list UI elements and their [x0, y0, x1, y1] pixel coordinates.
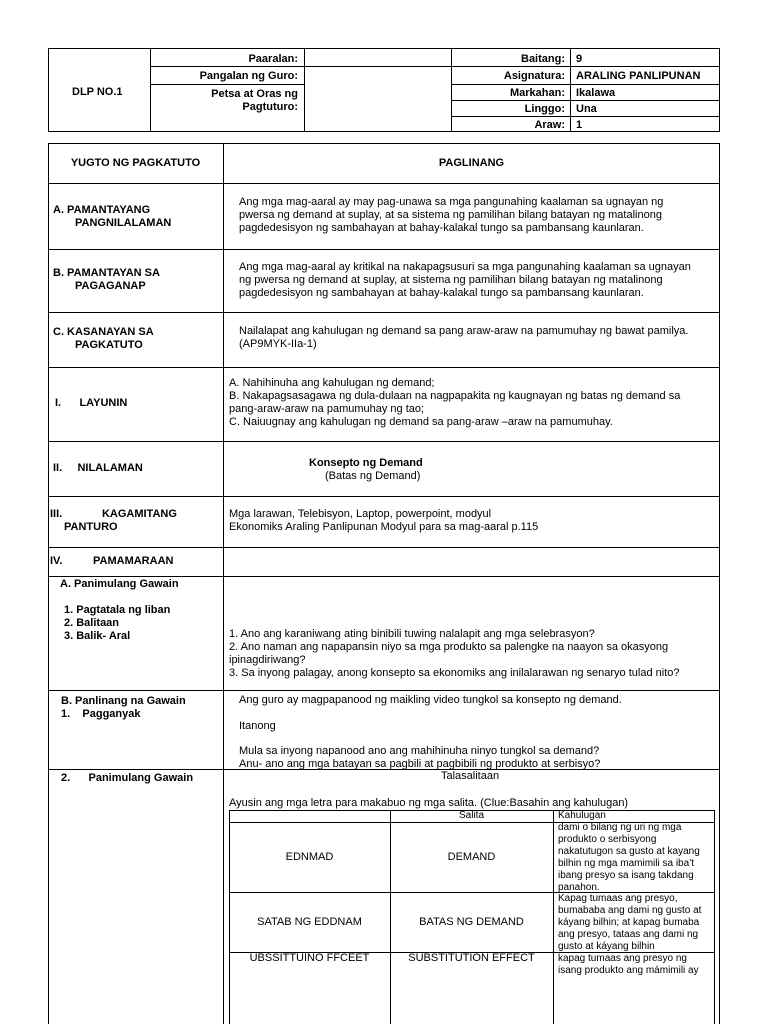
baitang-value: 9	[576, 53, 583, 65]
pamamaraan-label: IV. PAMAMARAAN	[50, 555, 174, 567]
panlinang-label: B. Panlinang na Gawain 1. Pagganyak	[61, 695, 186, 720]
dlp-number: DLP NO.1	[72, 86, 123, 98]
panimulang-list: 1. Pagtatala ng liban 2. Balitaan 3. Balik- Aral	[64, 604, 171, 642]
panimulang-label: A. Panimulang Gawain	[60, 578, 179, 590]
layunin-text: A. Nahihinuha ang kahulugan ng demand; B. Nakapagsasagawa ng dula-dulaan na nagpapakita ng kaugnayan ng batas ng demand sa pang-araw-araw na pamumuhay ng tao; C. Naiuugnay ang kahulugan ng demand sa pang-araw –araw na pamumuhay.	[229, 377, 681, 428]
pg2-label: 2. Panimulang Gawain	[61, 772, 194, 784]
nilalaman-sub: (Batas ng Demand)	[325, 470, 421, 482]
petsa-label-2: Pagtuturo:	[242, 101, 298, 113]
asignatura-label: Asignatura:	[503, 70, 565, 82]
vocab-scrambled-1: EDNMAD	[285, 851, 334, 863]
linggo-label: Linggo:	[524, 103, 565, 115]
vocab-word-3: SUBSTITUTION EFFECT	[408, 952, 535, 964]
b-label: B. PAMANTAYAN SA PAGAGANAP	[53, 267, 160, 292]
b-text: Ang mga mag-aaral ay kritikal na nakapagsusuri sa mga pangunahing kaalaman sa ugnayan ng pwersa ng demand at suplay, at sistema ng pamilihan bilang batayan ng matalinong pagdedesisyon ng sambahayan at bahay-kalakal tungo sa pambansang kaunlaran.	[239, 261, 691, 299]
baitang-label: Baitang:	[521, 53, 565, 65]
c-label: C. KASANAYAN SA PAGKATUTO	[53, 326, 154, 351]
vocab-scrambled-2: SATAB NG EDDNAM	[257, 916, 362, 928]
vocab-meaning-2: Kapag tumaas ang presyo, bumababa ang dami ng gusto at káyang bilhin; at kapag bumaba ang presyo, tataas ang dami ng gusto at káyang bilhin	[558, 893, 702, 952]
talasalitaan-title: Talasalitaan	[441, 770, 500, 782]
asignatura-value: ARALING PANLIPUNAN	[576, 70, 701, 82]
pagganyak-text-2: Itanong	[239, 720, 276, 732]
vocab-word-1: DEMAND	[447, 851, 496, 863]
vocab-col-salita: Salita	[458, 810, 484, 821]
paaralan-label: Paaralan:	[248, 53, 298, 65]
col-header-yugto: YUGTO NG PAGKATUTO	[70, 157, 201, 169]
araw-label: Araw:	[534, 119, 565, 131]
kagamitan-text: Mga larawan, Telebisyon, Laptop, powerpoint, modyul Ekonomiks Araling Panlipunan Modyul para sa mag-aaral p.115	[229, 508, 539, 533]
col-header-paglinang: PAGLINANG	[438, 157, 505, 169]
petsa-label-1: Petsa at Oras ng	[211, 88, 298, 100]
header-table	[48, 48, 720, 132]
c-text: Nailalapat ang kahulugan ng demand sa pang araw-araw na pamumuhay ng bawat pamilya. (AP9MYK-IIa-1)	[239, 325, 689, 350]
guro-label: Pangalan ng Guro:	[199, 70, 298, 82]
linggo-value: Una	[576, 103, 597, 115]
vocab-col-kahulugan: Kahulugan	[558, 810, 606, 821]
layunin-label: I. LAYUNIN	[55, 397, 128, 409]
nilalaman-title: Konsepto ng Demand	[309, 457, 423, 469]
nilalaman-label: II. NILALAMAN	[53, 462, 143, 474]
vocab-meaning-3: kapag tumaas ang presyo ng isang produkto ang mámimili ay	[558, 953, 699, 976]
ayusin-instruction: Ayusin ang mga letra para makabuo ng mga salita. (Clue:Basahin ang kahulugan)	[229, 797, 629, 809]
vocab-scrambled-3: UBSSITTUINO FFCEET	[249, 952, 370, 964]
markahan-label: Markahan:	[509, 87, 565, 99]
pagganyak-text-1: Ang guro ay magpapanood ng maikling video tungkol sa konsepto ng demand.	[239, 694, 622, 706]
markahan-value: Ikalawa	[576, 87, 616, 99]
a-label: A. PAMANTAYANG PANGNILALAMAN	[53, 204, 172, 229]
kagamitan-label: III. KAGAMITANG PANTURO	[50, 508, 177, 533]
vocab-word-2: BATAS NG DEMAND	[419, 916, 524, 928]
pagganyak-questions: Mula sa inyong napanood ano ang mahihinuha ninyo tungkol sa demand? Anu- ano ang mga batayan sa pagbili at pagbibili ng produkto at serbisyo?	[239, 745, 601, 770]
balik-aral-questions: 1. Ano ang karaniwang ating binibili tuwing nalalapit ang mga selebrasyon? 2. Ano naman ang napapansin niyo sa mga produkto sa palengke na naayon sa okasyong ipinagdiriwang? 3. Sa inyong palagay, anong konsepto sa ekonomiks ang inilalarawan ng senaryo tulad nito?	[229, 628, 680, 679]
araw-value: 1	[576, 119, 583, 131]
a-text: Ang mga mag-aaral ay may pag-unawa sa mga pangunahing kaalaman sa ugnayan ng pwersa ng demand at suplay, at sa sistema ng pamilihan bilang batayan ng matalinong pagdedesisyon ng sambahayan at bahay-kalakal tungo sa pambansang kaunlaran.	[239, 196, 664, 234]
vocab-meaning-1: dami o bilang ng uri ng mga produkto o serbisyong nakatutugon sa gusto at kayang bilhin ng mga mamimili sa iba’t ibang presyo sa isang takdang panahon.	[558, 822, 700, 893]
